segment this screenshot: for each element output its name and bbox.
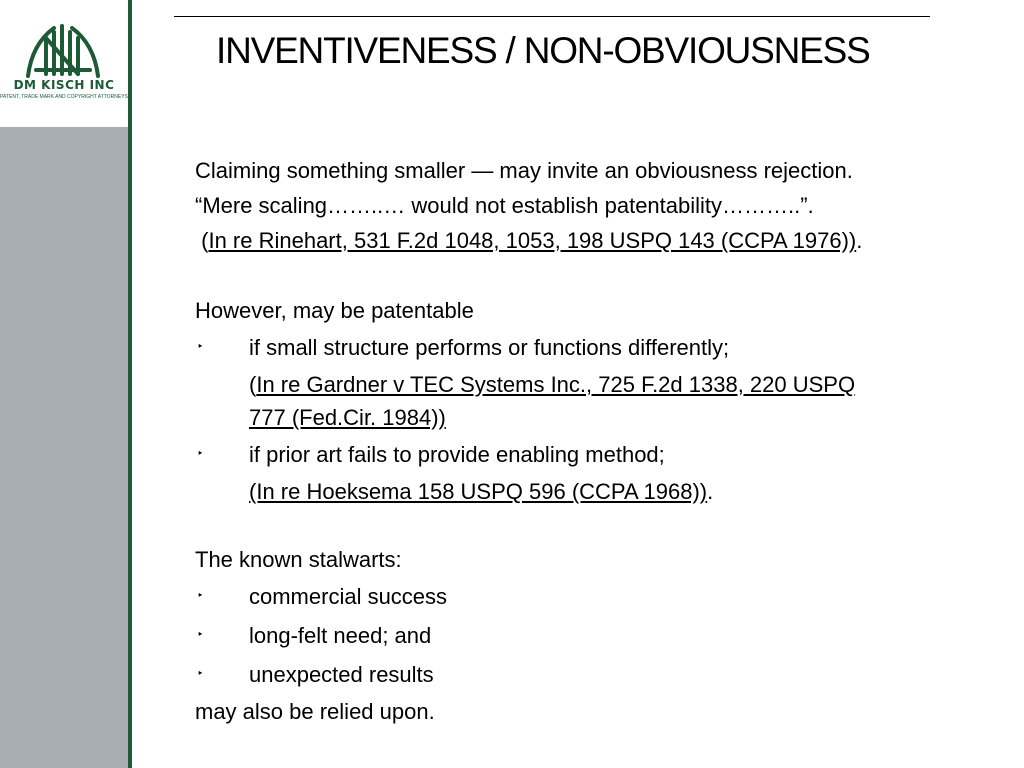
sidebar-panel [0, 127, 128, 768]
list-item [195, 616, 995, 655]
list-item-text: if prior art fails to provide enabling method; [249, 442, 665, 467]
citation-line [195, 367, 995, 400]
citation-open: ( [201, 228, 209, 253]
citation-rinehart: In re Rinehart, 531 F.2d 1048, 1053, 198 USPQ 143 (CCPA 1976)) [208, 228, 857, 253]
citation-period: . [707, 479, 714, 504]
citation-line [195, 474, 995, 507]
list-item [195, 435, 995, 474]
list-item [195, 655, 995, 694]
list-item-text: if small structure performs or functions differently; [249, 335, 730, 360]
closing-line: may also be relied upon. [195, 699, 435, 724]
citation-period: . [856, 228, 863, 253]
list-item [195, 577, 995, 616]
bullet-icon: ‣ [197, 448, 204, 460]
citation-line [195, 223, 995, 258]
slide-title: INVENTIVENESS / NON-OBVIOUSNESS [216, 30, 870, 71]
list-item-text: commercial success [249, 584, 448, 609]
bullet-icon: ‣ [197, 341, 204, 353]
citation-line [195, 400, 995, 435]
list-item-text: long-felt need; and [249, 623, 432, 648]
title-divider [174, 16, 930, 17]
list-item-text: unexpected results [249, 662, 434, 687]
citation-hoeksema: (In re Hoeksema 158 USPQ 596 (CCPA 1968)) [249, 479, 708, 504]
section-heading: The known stalwarts: [195, 547, 402, 572]
list-item [195, 328, 995, 367]
slide-body [195, 153, 995, 729]
bullet-icon: ‣ [197, 629, 204, 641]
brand-tagline: PATENT, TRADE MARK AND COPYRIGHT ATTORNEYS [0, 94, 128, 100]
bullet-icon: ‣ [197, 668, 204, 680]
citation-open: ( [249, 372, 257, 397]
bullet-icon: ‣ [197, 590, 204, 602]
citation-gardner: In re Gardner v TEC Systems Inc., 725 F.2d 1338, 220 USPQ [256, 372, 856, 397]
citation-gardner-cont: 777 (Fed.Cir. 1984)) [249, 405, 446, 430]
section-heading: However, may be patentable [195, 298, 474, 323]
quote-line: “Mere scaling……..… would not establish patentability………..”. [195, 193, 814, 218]
brand-name: DM KISCH INC [13, 78, 115, 92]
sidebar-divider [128, 0, 132, 768]
paragraph-line: Claiming something smaller — may invite an obviousness rejection. [195, 158, 853, 183]
